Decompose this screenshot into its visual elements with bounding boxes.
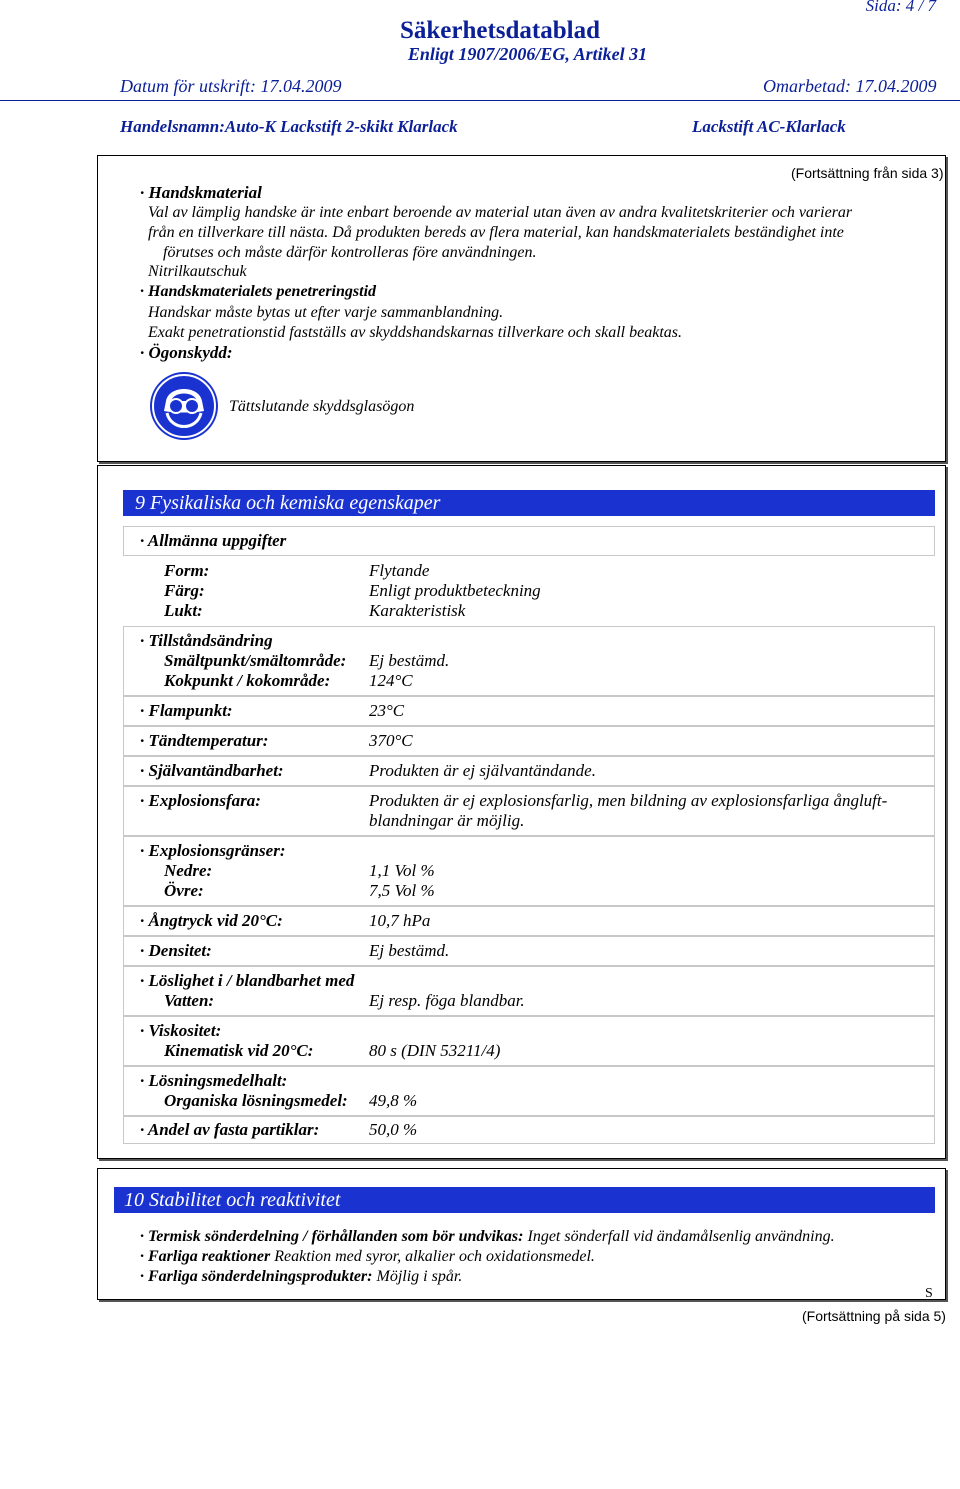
form-label: Form: [164, 561, 210, 580]
solids-value: 50,0 % [369, 1120, 418, 1139]
explosion-value-2: blandningar är möjlig. [369, 811, 525, 830]
products-value: Möjlig i spår. [372, 1268, 463, 1285]
boiling-label: Kokpunkt / kokområde: [164, 671, 331, 690]
state-change-label: · Tillståndsändring [140, 631, 273, 650]
limits-label: · Explosionsgränser: [140, 841, 286, 860]
flash-row [123, 696, 935, 726]
penetration-text-2: Exakt penetrationstid fastställs av skyddshandskarnas tillverkare och skall beaktas. [148, 324, 682, 341]
document-subtitle: Enligt 1907/2006/EG, Artikel 31 [407, 44, 648, 64]
organic-label: Organiska lösningsmedel: [164, 1091, 348, 1110]
flash-label: · Flampunkt: [140, 701, 233, 720]
reactions-label: · Farliga reaktioner [140, 1248, 271, 1265]
organic-value: 49,8 % [369, 1091, 418, 1110]
color-value: Enligt produktbeteckning [369, 581, 541, 600]
solvent-label: · Lösningsmedelhalt: [140, 1071, 288, 1090]
section9-heading: 9 Fysikaliska och kemiska egenskaper [123, 490, 935, 516]
selfignite-value: Produkten är ej självantändande. [369, 761, 596, 780]
boiling-value: 124°C [369, 671, 413, 690]
density-value: Ej bestämd. [369, 941, 450, 960]
revision-date: Omarbetad: 17.04.2009 [763, 76, 937, 96]
document-title: Säkerhetsdatablad [399, 17, 601, 44]
glove-heading: · Handskmaterial [140, 183, 262, 202]
solubility-label: · Löslighet i / blandbarhet med [140, 971, 355, 990]
decomp-line [140, 1228, 835, 1246]
explosion-label: · Explosionsfara: [140, 791, 261, 810]
viscosity-label: · Viskositet: [140, 1021, 222, 1040]
continued-from: (Fortsättning från sida 3) [791, 165, 944, 181]
odor-value: Karakteristisk [369, 601, 466, 620]
lower-label: Nedre: [164, 861, 213, 880]
reactions-line [140, 1248, 595, 1266]
upper-value: 7,5 Vol % [369, 881, 435, 900]
odor-label: Lukt: [164, 601, 203, 620]
trade-name: Handelsnamn:Auto-K Lackstift 2-skikt Klarlack [120, 117, 458, 136]
glove-material: Nitrilkautschuk [148, 263, 247, 280]
penetration-text-1: Handskar måste bytas ut efter varje sammanblandning. [148, 304, 504, 321]
lower-value: 1,1 Vol % [369, 861, 435, 880]
water-value: Ej resp. föga blandbar. [369, 991, 525, 1010]
section10-heading: 10 Stabilitet och reaktivitet [114, 1187, 935, 1213]
explosion-value-1: Produkten är ej explosionsfarlig, men bildning av explosionsfarliga ångluft- [369, 791, 888, 810]
ignition-value: 370°C [369, 731, 413, 750]
color-label: Färg: [164, 581, 205, 600]
vapor-value: 10,7 hPa [369, 911, 431, 930]
density-row [123, 936, 935, 966]
products-label: · Farliga sönderdelningsprodukter: [140, 1268, 373, 1285]
density-label: · Densitet: [140, 941, 212, 960]
continued-to: (Fortsättning på sida 5) [802, 1308, 946, 1324]
form-value: Flytande [369, 561, 430, 580]
melting-label: Smältpunkt/smältområde: [164, 651, 347, 670]
selfignite-label: · Självantändbarhet: [140, 761, 284, 780]
water-label: Vatten: [164, 991, 215, 1010]
melting-value: Ej bestämd. [369, 651, 450, 670]
page-number: Sida: 4 / 7 [865, 0, 936, 15]
ignition-label: · Tändtemperatur: [140, 731, 269, 750]
eye-text: Tättslutande skyddsglasögon [229, 398, 415, 415]
kinematic-label: Kinematisk vid 20°C: [164, 1041, 314, 1060]
flash-value: 23°C [369, 701, 405, 720]
penetration-heading: · Handskmaterialets penetreringstid [140, 283, 377, 300]
eye-heading: · Ögonskydd: [140, 343, 233, 362]
kinematic-value: 80 s (DIN 53211/4) [369, 1041, 501, 1060]
vapor-label: · Ångtryck vid 20°C: [140, 911, 283, 930]
upper-label: Övre: [164, 881, 204, 900]
products-line [140, 1268, 462, 1286]
product-name: Lackstift AC-Klarlack [692, 117, 846, 136]
general-label: · Allmänna uppgifter [140, 531, 287, 550]
reactions-value: Reaktion med syror, alkalier och oxidationsmedel. [270, 1248, 595, 1265]
revision-marker: S [925, 1286, 933, 1301]
solids-label: · Andel av fasta partiklar: [140, 1120, 320, 1139]
glove-text-3: förutses och måste därför kontrolleras före användningen. [163, 244, 537, 261]
print-date: Datum för utskrift: 17.04.2009 [120, 76, 342, 96]
glove-text-1: Val av lämplig handske är inte enbart beroende av material utan även av andra kvalitetskriterier och varierar [148, 204, 853, 221]
decomp-value: Inget sönderfall vid ändamålsenlig användning. [523, 1228, 835, 1245]
header-rule [0, 100, 960, 101]
goggles-icon [149, 371, 219, 441]
glove-text-2: från en tillverkare till nästa. Då produkten bereds av flera material, kan handskmaterialets beständighet inte [148, 224, 844, 241]
decomp-label: · Termisk sönderdelning / förhållanden som bör undvikas: [140, 1228, 524, 1245]
